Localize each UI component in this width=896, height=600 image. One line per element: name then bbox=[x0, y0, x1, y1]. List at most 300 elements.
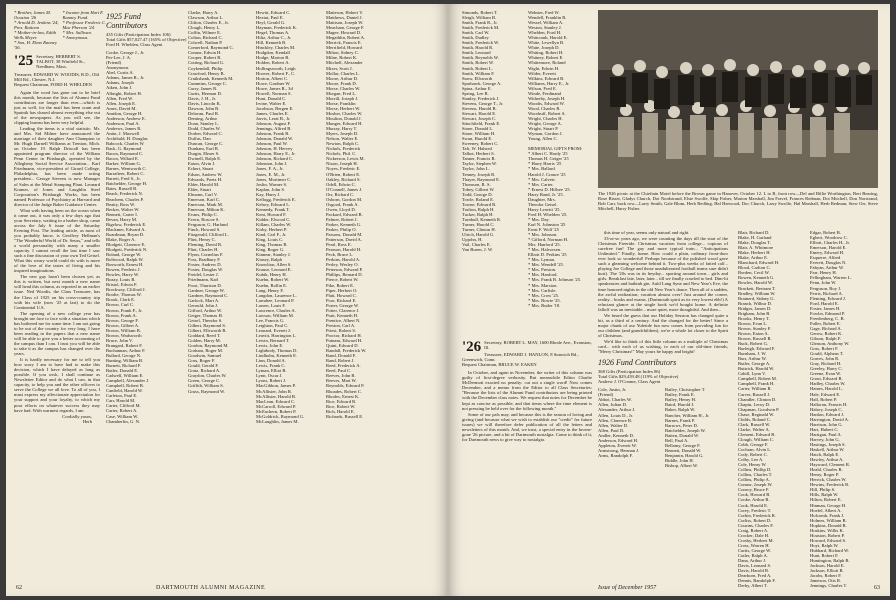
contributor-name: Emery, Edward H. bbox=[810, 250, 845, 256]
contributor-name: Armstrong, Herman J. bbox=[598, 447, 640, 453]
contributor-name: Matthews, Daniel J. bbox=[326, 15, 363, 21]
contributor-name: Ford, Harold E. bbox=[810, 300, 839, 306]
contributor-name: Connor, Joseph W. bbox=[738, 482, 773, 488]
contributor-name: Osborn, Gordon M. bbox=[326, 196, 363, 202]
contributor-name: Anderson, Edward H. bbox=[598, 437, 639, 443]
contributor-name: Smith, Reynolds W. bbox=[462, 55, 499, 61]
contributor-name: Hodgdon, Kendall bbox=[256, 50, 290, 56]
contributor-name: Brown, Wadsworth bbox=[106, 332, 142, 338]
contributor-name: Kelsey, Edward L. bbox=[256, 201, 291, 207]
contributor-name: Brown, Frank A. bbox=[106, 312, 137, 318]
contributor-name: Cochran, Alvin L. bbox=[738, 447, 772, 453]
contributor-name: Gould, Alpheus T. bbox=[810, 351, 844, 357]
contributor-name: Rice, Robert W. bbox=[326, 403, 356, 409]
contributor-name: Wright, George A. bbox=[528, 121, 562, 127]
contributor-name: Clarke, Walter A. bbox=[738, 426, 770, 432]
contributor-name: Phillips, Bernard D. bbox=[326, 272, 363, 278]
class-notes-1926-cont-body bbox=[598, 230, 728, 354]
contributor-name: Packard, Edward B. bbox=[326, 211, 363, 217]
contributor-name: Lyons, Robert J. bbox=[256, 378, 287, 384]
contributor-name: Emerson, Harold E. bbox=[810, 245, 847, 251]
contributor-name: Hoyt, Ralph W. bbox=[810, 542, 839, 548]
contributor-name: Daughter, Mrs. bbox=[528, 196, 556, 202]
contributor-name: Butler, George A. bbox=[738, 361, 771, 367]
class-notes-1926-body bbox=[462, 370, 592, 442]
contributor-name: Huntington, Ralph B. bbox=[810, 558, 850, 564]
contributor-name: Boardman, Bryan D. bbox=[106, 231, 145, 237]
contributor-name: Joslin, Warner S. bbox=[256, 181, 288, 187]
contributor-name: Reeves, Mart W. bbox=[326, 378, 357, 384]
contributor-name: James, Charles E. bbox=[256, 110, 289, 116]
contributor-name: Boltwood, Ralph W. bbox=[106, 257, 144, 263]
contributor-name: Carver, Russell J. bbox=[738, 391, 771, 397]
contributor-name: Earl N. Johnston '25 bbox=[528, 221, 566, 227]
contributor-name: Smith, Harold R. bbox=[462, 45, 494, 51]
contributor-name: Goddard, Reed T. bbox=[188, 333, 221, 338]
contributor-name: Smith, Frank R., Jr. bbox=[462, 20, 498, 26]
contributor-name: Emerson, Mark M. bbox=[188, 201, 223, 207]
contributor-name: Hextat, Paul E. bbox=[256, 15, 284, 21]
contributor-name: Whelden, Ford H. bbox=[528, 30, 562, 36]
contributor-name: Cummins, George C. bbox=[188, 80, 227, 86]
contributor-name: Trafton, Ralph H. bbox=[462, 206, 495, 212]
contributor-name: Carr, Harold M. bbox=[106, 398, 136, 404]
contributor-name: Bigelow, Frederick E. bbox=[106, 221, 147, 227]
contributor-name: Elmonn, Carl V. bbox=[188, 191, 218, 197]
contributor-name: Coffin, Wilmer E. bbox=[188, 30, 222, 36]
contributor-name: Harrison, John G. bbox=[810, 421, 843, 427]
fund-stats-1925 bbox=[106, 32, 187, 48]
contributor-name: Davis, J. H., Jr. bbox=[188, 95, 217, 101]
contributor-name: Bozay, Louis R. bbox=[106, 277, 136, 283]
contributor-name: Anonymous bbox=[106, 65, 129, 71]
contributor-name: Nichols, Frederick bbox=[326, 146, 361, 152]
class-header-1926 bbox=[462, 339, 592, 355]
contributor-name: Cole, Henry W. bbox=[738, 462, 767, 468]
contributor-name: Haines, Harold L. bbox=[810, 386, 843, 392]
contributor-name: Wilson, Fred E. bbox=[528, 85, 557, 91]
contributor-name: Murray, Harry T. bbox=[326, 126, 358, 132]
contributor-name: Jameson, Otis R. bbox=[810, 578, 842, 584]
contributor-name: Blackmer, Edward A. bbox=[106, 226, 146, 232]
contributor-name: Gilbert, Raymond S. bbox=[188, 322, 227, 328]
bequest-chairman-1926: Bequest Chairman, BRUCE W. EAKEN bbox=[462, 362, 537, 368]
contributor-name: Hadley, Charles W. bbox=[810, 381, 846, 387]
contributor-name: Coykendall, Philip bbox=[188, 65, 223, 71]
contributor-name: Hart, Hubert C. bbox=[810, 426, 839, 432]
contributor-name: Woodis, Edward W. bbox=[528, 100, 565, 106]
contributor-name: Brainerd, Sidney G. bbox=[738, 295, 775, 301]
contributor-name: * Albert C. Hardy '25 bbox=[528, 151, 568, 157]
contributor-name: Comerford, Raymond C. bbox=[188, 45, 234, 51]
contributor-name: Hill, Philip S. bbox=[810, 487, 836, 493]
memorial-note: * Son, H. Elmo Ranney bbox=[14, 40, 57, 46]
contributor-name: Stewart, Harold E. bbox=[462, 110, 497, 116]
contributor-name: Freidel, Lester J. bbox=[188, 272, 219, 278]
contributor-name: Adams, Joseph bbox=[106, 80, 134, 86]
contributor-name: Lindholm, Kenneth E. bbox=[256, 353, 298, 359]
contributor-name: * Mrs. Crow '25. bbox=[528, 292, 560, 298]
contributor-name: Curtis, Herman D. bbox=[188, 90, 222, 96]
contributor-name: Eaton, Alvin J. bbox=[188, 161, 216, 167]
contributor-name: Campbell, Robert M. bbox=[738, 376, 778, 382]
contributor-name: Moore, Arthur D. bbox=[326, 75, 359, 81]
contributor-name: Dorber, Edward C. bbox=[188, 131, 223, 137]
contributor-name: Rhodes, Ernest K. bbox=[326, 393, 360, 399]
contributor-name: Kubik, Henry H. bbox=[256, 272, 287, 278]
contributor-name: Hunt, Robert F. bbox=[810, 553, 839, 558]
contributor-name: Thayer, Raymond E. bbox=[462, 176, 501, 182]
contributor-name: Elliott D. Perkins '25 bbox=[528, 252, 567, 258]
contributor-name: Wood, Charles R. bbox=[528, 105, 561, 111]
top-notes-right bbox=[63, 10, 107, 50]
contributor-name: Knowlton, Allen S. bbox=[256, 262, 292, 268]
contributor-name: Archibald, H. Douglas bbox=[106, 135, 148, 141]
contributor-name: Blake, Douglas T. bbox=[738, 240, 772, 246]
contributor-name: Smith, Frederick M. bbox=[462, 25, 500, 31]
contributor-name: Kind, Carl F., Jr. bbox=[256, 232, 287, 238]
contributor-name: Whitney, Robert E. bbox=[528, 55, 564, 61]
contributor-name: Webster, Fred W. bbox=[528, 10, 560, 15]
contributor-name: * Mrs. Carter. bbox=[528, 181, 554, 187]
class-notes-1926-continued bbox=[598, 230, 728, 576]
paragraph: We heard the guess that our Holiday Session has changed quite a bit, as a third of a century. And the changed for the better! Since a major chunk of our Yuletide fun now comes from providing fun for our children (and grandchildren), we're a whole lot closer to the Spirit of Christmas. bbox=[598, 312, 728, 338]
contributor-name: Benjamin, Harold G. bbox=[665, 452, 704, 458]
contributor-name: Goss, Robert F. bbox=[810, 346, 839, 352]
contributor-name: Lewin, Bernard T. bbox=[256, 338, 290, 344]
contributor-name: Perley, Wesley O. bbox=[326, 262, 359, 268]
contributor-name: Clifton, Charles E., Jr. bbox=[188, 20, 229, 26]
contributor-name: Stone, Donald L. bbox=[462, 126, 494, 132]
contributor-name: Babcock, Charles W. bbox=[106, 140, 145, 146]
contributor-name: Nelson, Walter E. bbox=[326, 136, 359, 142]
class-year: '25 bbox=[14, 53, 34, 70]
contributor-name: Ferris, Richard A. bbox=[810, 290, 843, 296]
contributor-name: Poor, Richard E. bbox=[326, 297, 357, 303]
contributor-name: Fitzgerald, Clifford L. bbox=[188, 232, 229, 238]
contributor-name: Priest, Robert S. bbox=[326, 327, 357, 333]
contributor-name: Platt, Howard C. bbox=[326, 292, 357, 298]
contributor-name: Corey, Frederic T. bbox=[738, 507, 772, 513]
contributor-name: Merrifield, Howard bbox=[326, 45, 362, 51]
contributor-name: Gratz, Richard A. bbox=[188, 368, 221, 374]
contributor-name: Harvey, John G. bbox=[810, 436, 840, 442]
contributor-name: Kent, Howard F. bbox=[256, 211, 287, 217]
contributor-name: Brown, Stanley F. bbox=[738, 325, 772, 331]
contributor-name: Clarke, Harry A. bbox=[188, 10, 219, 15]
contributor-name: Doan, Stanley L. bbox=[188, 121, 220, 127]
paragraph: 33-or-so years ago, we were counting the days till the start of the Christmas Freeride. Christmas vacation from college... copious of carefree fun! The gay and more typical train... "Anticipations Unlimited." Finally, home. How could a plain, ordinary front-door ever look so wonderful! Perhaps because of the polished wood gave such a gleaming welcome behind it. Two-plus weeks of fatted calf... playing Joe College and those unadulterated football teams sure didn't hurt). The '20s was in its heyday... sporting around town... girls and girls. Breakfast late, later, later... till we finally crawled to bed. Dim-lit speakeasies and bathtub gin. Auld Lang Syne and New Year's Eve, the time honored nights in the old New Year's dance. Then all of a sudden, the awful realization; vacation almost over! Just around the corner, reality... books and exams. (Dartmouth spirit as its very lowest ebb!) A reluctant glance at the single book we'd bought home. A definite falloff was an inevitable... more quiet, more thoughtful. And then... bbox=[598, 236, 728, 312]
contributor-name: Emerson, Milton K. bbox=[188, 206, 225, 212]
contributor-name: Killam, Charles W. bbox=[256, 221, 292, 227]
contributor-name: Smith, Leonard bbox=[462, 50, 491, 56]
contributor-name: Jackson, Harold E. bbox=[810, 563, 845, 569]
contributor-name: * Mrs. Lyman. bbox=[528, 257, 556, 263]
paragraph: this time of year, seems only natural and right. bbox=[604, 230, 690, 235]
contributor-name: Hawley, Arthur A. bbox=[810, 457, 844, 463]
contributor-name: Andler, Kenneth D. bbox=[598, 432, 635, 438]
contributor-name: Sweeney, Robert C. bbox=[462, 141, 499, 147]
contributor-list-right-col2 bbox=[528, 10, 592, 340]
contributor-name: Winde, Ferdinand bbox=[528, 90, 561, 96]
contributor-name: Cobb, George F. bbox=[738, 441, 769, 447]
contributor-name: Foster, James H. bbox=[810, 305, 841, 311]
contributor-name: Foster, Andrew D. bbox=[188, 262, 222, 268]
contributor-name: Hayman, Frederick K. bbox=[256, 25, 298, 31]
contributor-name: Cutler, Ralph A. bbox=[738, 553, 768, 558]
contributor-name: Hinckley, Charles M. bbox=[256, 45, 296, 51]
contributor-name: Jones, F. A., Jr. bbox=[256, 166, 284, 172]
contributor-name: Myers, Joseph D. bbox=[326, 131, 359, 137]
contributor-name: Prentice, Albert N. bbox=[326, 317, 361, 323]
contributor-name: Hanlon, Edward J. bbox=[810, 411, 845, 417]
contributor-name: Turner, Harold C. bbox=[462, 221, 495, 227]
memorial-note: '56. bbox=[14, 45, 21, 51]
contributor-name: Rice, Edward R. bbox=[326, 398, 357, 404]
contributor-name: Duncan, George C. bbox=[188, 141, 224, 147]
contributor-name: Bacon, Raymond C. bbox=[106, 151, 144, 157]
contributor-name: Chapman, Goodwin P. bbox=[738, 406, 780, 412]
contributor-name: Bailey, Frank E. bbox=[665, 392, 695, 398]
contributor-name: Nixon, Joseph H. bbox=[326, 161, 358, 167]
paragraph: Leading the items is a vital statistic: Mr. and Mrs. Sid Milner have announced the marriage of their daughter Ann Champion to Mr. Hugh Darnell Williams at Trenton, Mich. on October 19. Ralph Driscoll has been appointed program director of the William Penn Center in Pittsburgh, operated by the Allegheny Social Service Association... Karl Friedmann, vice-president of Girard College, Philadelphia, has been made acting president... George Stevens is now Manager of Sales at the Metal Stamping Plant. Leonard Kramer, of Jones and Laughlin Steel Corporation's Pittsburgh Works, has been named Professor of Psychiatry at Harvard and director of the Judge Baker Guidance Center. bbox=[14, 125, 100, 207]
contributor-name: Foss, Bradbury F. bbox=[188, 257, 221, 263]
contributor-name: Gifford, Arthur W. bbox=[188, 307, 223, 313]
contributor-name: Geisel, Theodor S. bbox=[188, 317, 223, 323]
contributor-name: Campbell, Alexander J. bbox=[106, 378, 150, 384]
paragraph: Some of our pals may, and because this is the season of loving and giving (and because what we wish to establish our "credit" for future issues) we will therefore defer publication of all the letters and newsletters of this month. And, we trust, a special entry in the brown-gone '26 picture, and a bit of Dartmouth nostalgia. Come to think of it, for Dartmouth news to give way to nostalgia. bbox=[462, 411, 592, 442]
contributor-name: Crosby, Herbert M. bbox=[738, 537, 774, 543]
contributor-name: Collins, Charles T. bbox=[738, 472, 773, 478]
paragraph: In October, and again in November, the writer of this column was guilty of first-degree verbosity. But meanwhile Editor Charlie McDermott exacted no penalty: cut out a single word! Now comes December, and a memo from the Editor to all Class Secretaries: "Because the lists of the Alumni Fund contributors are being printed with the December class notes. We request that notes for December be kept as concise as possible, and that items where the time element is not pressing be held over for the following month." bbox=[462, 370, 592, 411]
class-notes-1926 bbox=[462, 340, 592, 576]
contributor-name: McCarroll, Edward P. bbox=[256, 403, 297, 409]
contributor-name: Campbell, Frank H. bbox=[738, 381, 775, 387]
contributor-name: (Friend) bbox=[106, 60, 122, 66]
contributor-name: Brown, Frank F., Jr. bbox=[106, 307, 143, 313]
contributor-name: Blair, A. Whitmore bbox=[738, 245, 774, 251]
contributor-name: Langdon, Laurence L. bbox=[256, 292, 297, 298]
contributor-name: Larsen, Louis F. bbox=[256, 302, 286, 308]
contributor-name: Hubbard, Richard W. bbox=[810, 547, 850, 553]
fund-names-1926-a bbox=[598, 387, 661, 468]
contributor-name: Hewitt, Edward C. bbox=[256, 10, 291, 15]
contributor-name: Harry Rand, Jr. '25. bbox=[528, 191, 564, 197]
contributor-name: Jones, E. M., Jr. bbox=[256, 171, 286, 177]
contributor-name: Ernst F. Wolf '25 bbox=[528, 227, 559, 233]
signature: Herb bbox=[82, 418, 92, 424]
class-secretary: Secretary, HERBERT S. TALBOT, 38 Winfield St., Needham, Mass. bbox=[36, 54, 85, 70]
contributor-name: O'Connell, James J. bbox=[326, 186, 363, 192]
contributor-name: Burnett, Richard F. bbox=[106, 363, 142, 369]
contributor-name: Thomas H. Geiger '25 bbox=[528, 156, 569, 162]
contributor-name: Back, G. Raymond bbox=[106, 146, 142, 152]
contributor-name: Baird, Harold J. bbox=[665, 402, 695, 408]
contributor-name: Johnson, Donald W. bbox=[256, 136, 294, 142]
contributor-name: Cooper, Robert B. bbox=[188, 55, 222, 61]
memorial-note: * Income from Hart F. bbox=[62, 10, 104, 15]
contributor-name: Fabyan, Arthur W. bbox=[810, 265, 844, 271]
contributor-name: Fuller, Robert E. bbox=[810, 320, 841, 326]
contributor-name: Conroy, Bruce F. bbox=[738, 487, 770, 493]
contributor-name: Brown, George F. bbox=[106, 317, 139, 323]
contributor-name: MacLean, Edward C. bbox=[256, 398, 296, 404]
contributor-name: McEachern, Robert P. bbox=[256, 408, 297, 414]
contributor-name: Colby, Lee A. bbox=[738, 457, 764, 463]
contributor-name: Henry, Roger P. bbox=[810, 472, 840, 478]
contributor-name: Colwell, Nathan P. bbox=[188, 40, 223, 46]
contributor-name: Brook, Clark E. bbox=[106, 297, 136, 303]
contributor-name: Esquerre, Alfred bbox=[810, 255, 841, 261]
paragraph: It is hardly necessary for me to tell you how sorry I am to have had to make this decision, which I have delayed as long as possible. If you wish, I shall continue as Newsletter Editor and do what I can, in that capacity, to help you and the other officers to serve the College we all love. To all of you, I must express my affectionate appreciation for your support and your loyalty, to which my poor efforts on whatever success they may have had. With warmest regards, I am bbox=[14, 357, 100, 413]
contributor-name: Gage, Richard A. bbox=[810, 325, 842, 331]
contributor-name: Harrington, David A. bbox=[810, 416, 850, 422]
fund-contributors-1925 bbox=[106, 10, 187, 576]
contributor-name: Eckert, Stuart bbox=[188, 166, 214, 172]
paragraph: The new guy hasn't been chosen yet, as this is written, but next month a new name will head this column, as reported in an earlier issue. Ned Woodis, the Class Treasurer, has the Class of 1925 on his cross-country trip with his wife (now '25 at last) to do the Continental U.S. bbox=[14, 274, 100, 310]
contributor-name: Freedenberg, C. B. bbox=[810, 315, 845, 321]
contributor-name: McGoldrick, Raymond G. bbox=[256, 413, 305, 419]
contributor-name: Allen, Paul D. bbox=[598, 427, 625, 433]
contributor-name: Harry Leavitt '25. bbox=[528, 206, 561, 212]
contributor-name: Morrill, Joseph J. bbox=[326, 95, 359, 101]
contributor-name: Peterson, Edward P. bbox=[326, 267, 363, 273]
memorial-note: * Mrs. Sullivan. bbox=[62, 30, 92, 36]
contributor-name: Perkins, Harold A. bbox=[326, 257, 361, 263]
contributor-name: Turnbull, Kenneth R. bbox=[462, 216, 502, 222]
contributor-name: Hoefel, Albert A. bbox=[810, 507, 842, 513]
contributor-name: Meacham, George F. bbox=[326, 25, 365, 31]
contributor-name: Holmes, William B. bbox=[810, 517, 847, 523]
contributor-name: Dawson, John B. bbox=[188, 105, 220, 111]
contributor-name: MEMORIAL GIFTS FROM: bbox=[528, 146, 583, 152]
contributor-name: Gardner, George W. bbox=[188, 287, 225, 293]
contributor-name: Brigham, John B. bbox=[738, 310, 771, 316]
contributor-name: Stanley, Frederick J. bbox=[462, 95, 500, 101]
fund-title-1925: 1925 Fund Contributors bbox=[106, 12, 148, 30]
contributor-name: Hayward, Clement R. bbox=[810, 462, 851, 468]
contributor-name: Kay, Harry J. bbox=[256, 191, 281, 197]
contributor-name: Derby, Albert T. bbox=[738, 583, 768, 589]
contributor-name: Batchelder, Joseph W. bbox=[665, 427, 706, 433]
contributor-name: Reeves, John R. bbox=[326, 373, 356, 379]
contributor-name: Bristol, Edwin F. bbox=[106, 282, 138, 288]
contributor-name: Allen, Julian D. bbox=[598, 402, 628, 408]
memorial-note: * Anonymous. bbox=[62, 35, 89, 41]
contributor-name: Bullard, George N. bbox=[106, 352, 142, 358]
contributor-name: Wight, Edwin H. bbox=[528, 65, 560, 71]
contributor-name: Kirby, Herbert P. bbox=[256, 227, 288, 233]
class-notes-body bbox=[14, 90, 100, 413]
class-picnic-photo bbox=[598, 10, 878, 188]
contributor-list-col5 bbox=[326, 10, 390, 576]
contributor-name: Howard, Edward S. bbox=[810, 537, 847, 543]
contributor-name: Rand, Robert J. bbox=[326, 358, 355, 364]
contributor-name: Heald, Charles R. bbox=[810, 467, 843, 473]
contributor-name: Lynn, Oscar J. bbox=[256, 373, 283, 379]
contributor-name: Abel, Curtis A. bbox=[106, 70, 134, 76]
contributor-name: Blanchard, Edward H. bbox=[738, 260, 780, 266]
contributor-name: Hale, Edward E. bbox=[810, 391, 841, 397]
contributor-name: Carleton, Paul E. bbox=[106, 393, 138, 399]
contributor-name: Adams, James R., Jr. bbox=[106, 75, 145, 81]
contributor-name: Stinchfield, Frank E. bbox=[462, 121, 501, 127]
memorial-note: * Brother, James M. bbox=[14, 10, 51, 15]
contributor-name: Davis, Leonard S. bbox=[738, 563, 772, 569]
contributor-name: Heyl, Gerald G. bbox=[256, 20, 286, 26]
contributor-name: Borden, Cecil W. bbox=[738, 270, 770, 276]
contributor-name: Friedmann, Karl bbox=[188, 277, 219, 283]
contributor-name: Flynn, Cornelius F. bbox=[188, 252, 224, 258]
contributor-name: Gerould, John J. bbox=[188, 302, 219, 308]
contributor-name: Dearborn, Fred A. bbox=[738, 573, 772, 579]
class-year-1926: '26 bbox=[462, 339, 482, 355]
contributor-name: Spina, Arthur E. bbox=[462, 85, 492, 91]
contributor-name: King, Roger G. bbox=[256, 247, 285, 253]
contributor-name: Haskell, Arthur W. bbox=[810, 447, 845, 453]
contributor-name: Johnson, Harry E., Jr. bbox=[256, 151, 296, 157]
contributor-name: Flint, Charles H. bbox=[188, 247, 219, 253]
contributor-name: McAllister, John R. bbox=[256, 388, 293, 394]
contributor-name: Smith, William F. bbox=[462, 70, 495, 76]
contributor-name: Fleming, Edward J. bbox=[810, 295, 846, 301]
contributor-name: Taylor, John L. bbox=[462, 166, 490, 172]
contributor-name: King, Thomas B. bbox=[256, 242, 288, 248]
contributor-name: Fenn, John W. bbox=[810, 280, 837, 286]
contributor-name: Frost, Thurston D. bbox=[188, 282, 222, 288]
contributor-name: Bowen, Kenneth G. bbox=[738, 275, 775, 281]
contributor-name: Pearson, Harold H. bbox=[326, 247, 362, 253]
contributor-name: Wilder, Everett bbox=[528, 70, 556, 76]
contributor-name: Amidon, George H. bbox=[106, 110, 143, 116]
contributor-name: * Mrs. Bowie '25. bbox=[528, 297, 561, 303]
contributor-name: Mixer, Scott J. bbox=[326, 65, 353, 71]
class-treasurer-1926: Treasurer, EDWARD J. HANLON, 8 Sunwich Rd., Greenwich, Conn. bbox=[462, 352, 579, 363]
contributor-name: Edson, Andrew W. bbox=[188, 171, 223, 177]
contributor-name: Morse, Herbert W. bbox=[326, 105, 361, 111]
contributor-name: Tucker, Ralph H. bbox=[462, 211, 494, 217]
contributor-name: Van Buren, J. W. bbox=[462, 247, 493, 253]
contributor-name: Burnham, J. W. bbox=[738, 351, 767, 357]
contributor-name: Williams, Harry E., Jr. bbox=[528, 80, 570, 86]
contributor-name: Connor, Edwin H. bbox=[188, 50, 222, 56]
contributor-name: Buck, Robert G. bbox=[738, 341, 769, 347]
contributor-name: Cooke, George J., Jr. bbox=[106, 50, 145, 56]
contributor-name: Clark, Russell W. bbox=[738, 421, 771, 427]
issue-date: Issue of December 1957 bbox=[598, 585, 657, 591]
contributor-name: Leonard, Everett J. bbox=[256, 327, 291, 333]
contributor-list-right-col6 bbox=[810, 230, 878, 589]
contributor-name: Lee, Francis G. bbox=[256, 317, 285, 323]
contributor-name: Burr, Arthur W. bbox=[738, 356, 767, 362]
contributor-name: Chapin, Leroy D. bbox=[738, 401, 771, 407]
contributor-name: Clough, William C. bbox=[738, 436, 774, 442]
contributor-name: Foster, Douglas W. bbox=[188, 267, 224, 273]
left-page bbox=[6, 4, 448, 596]
contributor-name: Corbin, Frederick R. bbox=[738, 512, 777, 518]
contributor-name: Cooke, Arthur R. bbox=[738, 497, 770, 503]
contributor-name: Blood, Carlton C. bbox=[738, 265, 771, 271]
contributor-name: Odell, Edwin C. bbox=[326, 181, 356, 187]
contributor-name: Hall, Robert P. bbox=[810, 396, 838, 402]
contributor-name: Owen, Lloyd D. bbox=[326, 206, 356, 212]
contributor-name: Garlock, Mart A. bbox=[188, 297, 220, 303]
contributor-name: Whittemore, Roland bbox=[528, 60, 566, 66]
contributor-name: Hoskins, Willis K. bbox=[810, 527, 844, 533]
contributor-name: * Mrs. Halvorsen. bbox=[528, 247, 562, 253]
contributor-name: Brodie, Thomas W. bbox=[106, 292, 142, 298]
contributor-name: Brooks, Henry T. bbox=[738, 315, 770, 321]
